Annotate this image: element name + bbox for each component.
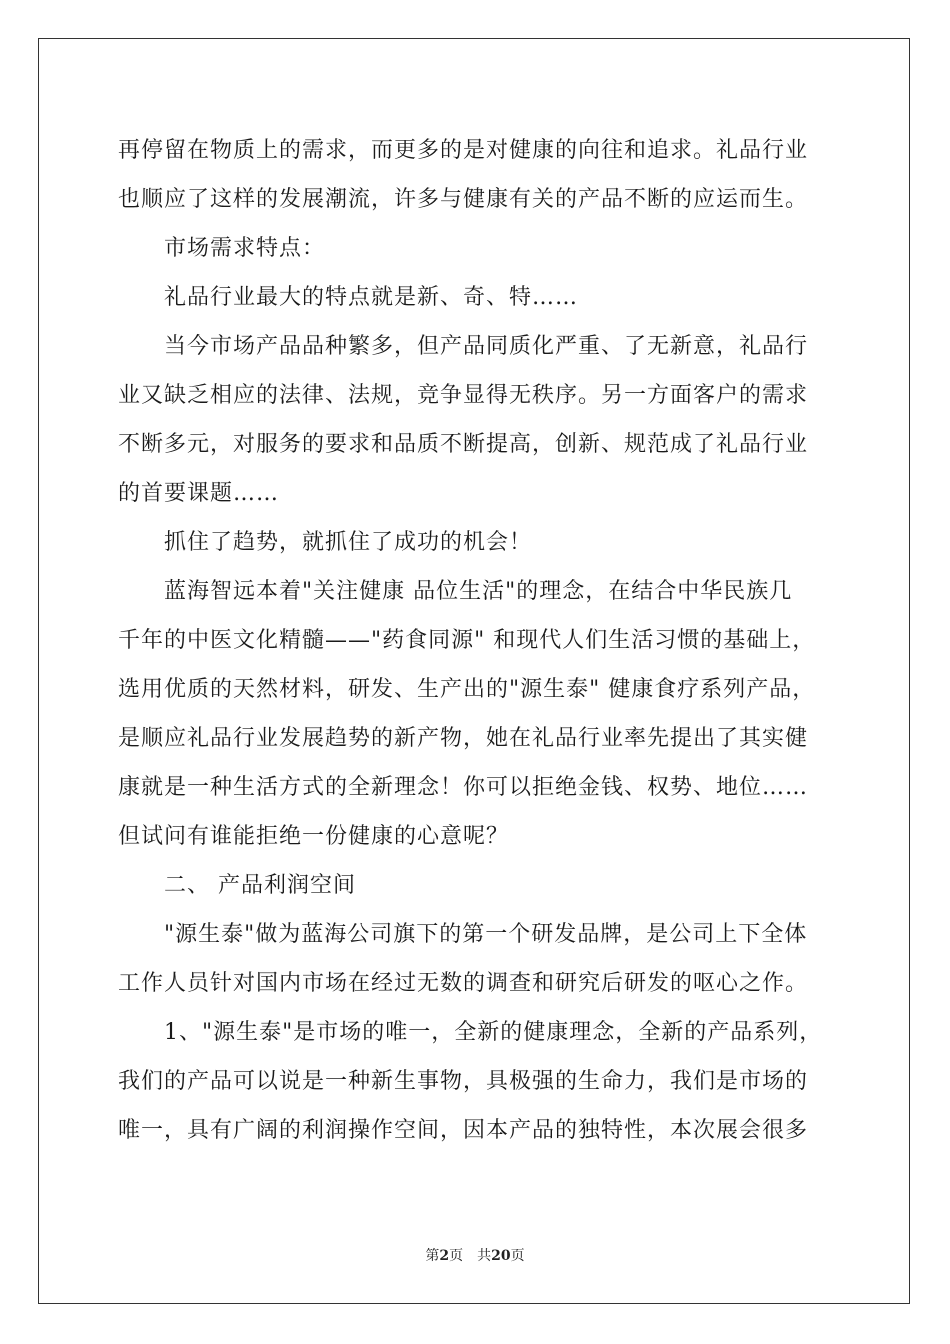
document-body bbox=[118, 126, 838, 1155]
text-line: 康就是一种生活方式的全新理念！你可以拒绝金钱、权势、地位…… bbox=[118, 775, 809, 800]
page-suffix: 页 bbox=[449, 1248, 464, 1264]
text-line: 但试问有谁能拒绝一份健康的心意呢？ bbox=[118, 824, 510, 849]
text-line: 我们的产品可以说是一种新生事物，具极强的生命力，我们是市场的 bbox=[118, 1069, 809, 1094]
text-line: 抓住了趋势，就抓住了成功的机会！ bbox=[164, 530, 533, 555]
text-line: "源生泰"做为蓝海公司旗下的第一个研发品牌，是公司上下全体 bbox=[164, 922, 808, 947]
text-line: 千年的中医文化精髓——"药食同源" 和现代人们生活习惯的基础上， bbox=[118, 628, 816, 653]
text-line: 是顺应礼品行业发展趋势的新产物，她在礼品行业率先提出了其实健 bbox=[118, 726, 809, 751]
text-line: 唯一，具有广阔的利润操作空间，因本产品的独特性，本次展会很多 bbox=[118, 1118, 809, 1143]
page-prefix: 第 bbox=[425, 1248, 440, 1264]
total-pages: 20 bbox=[491, 1248, 511, 1264]
text-line: 蓝海智远本着"关注健康 品位生活"的理念，在结合中华民族几 bbox=[164, 579, 793, 604]
text-line: 选用优质的天然材料，研发、生产出的"源生泰" 健康食疗系列产品， bbox=[118, 677, 816, 702]
total-prefix: 共 bbox=[477, 1248, 492, 1264]
page-number: 2 bbox=[439, 1248, 450, 1264]
text-line: 的首要课题…… bbox=[118, 481, 280, 506]
page-footer bbox=[0, 1246, 950, 1266]
text-line: 不断多元，对服务的要求和品质不断提高，创新、规范成了礼品行业 bbox=[118, 432, 809, 457]
text-line: 当今市场产品品种繁多，但产品同质化严重、了无新意，礼品行 bbox=[164, 334, 809, 359]
text-line: 业又缺乏相应的法律、法规，竞争显得无秩序。另一方面客户的需求 bbox=[118, 383, 809, 408]
text-line: 工作人员针对国内市场在经过无数的调查和研究后研发的呕心之作。 bbox=[118, 971, 809, 996]
text-line: 再停留在物质上的需求，而更多的是对健康的向往和追求。礼品行业 bbox=[118, 138, 809, 163]
text-line: 礼品行业最大的特点就是新、奇、特…… bbox=[164, 285, 579, 310]
section-heading: 市场需求特点： bbox=[164, 236, 326, 261]
text-line: 1、"源生泰"是市场的唯一，全新的健康理念，全新的产品系列， bbox=[164, 1020, 823, 1045]
text-line: 也顺应了这样的发展潮流，许多与健康有关的产品不断的应运而生。 bbox=[118, 187, 809, 212]
section-heading: 二、 产品利润空间 bbox=[164, 873, 356, 898]
total-suffix: 页 bbox=[510, 1248, 525, 1264]
